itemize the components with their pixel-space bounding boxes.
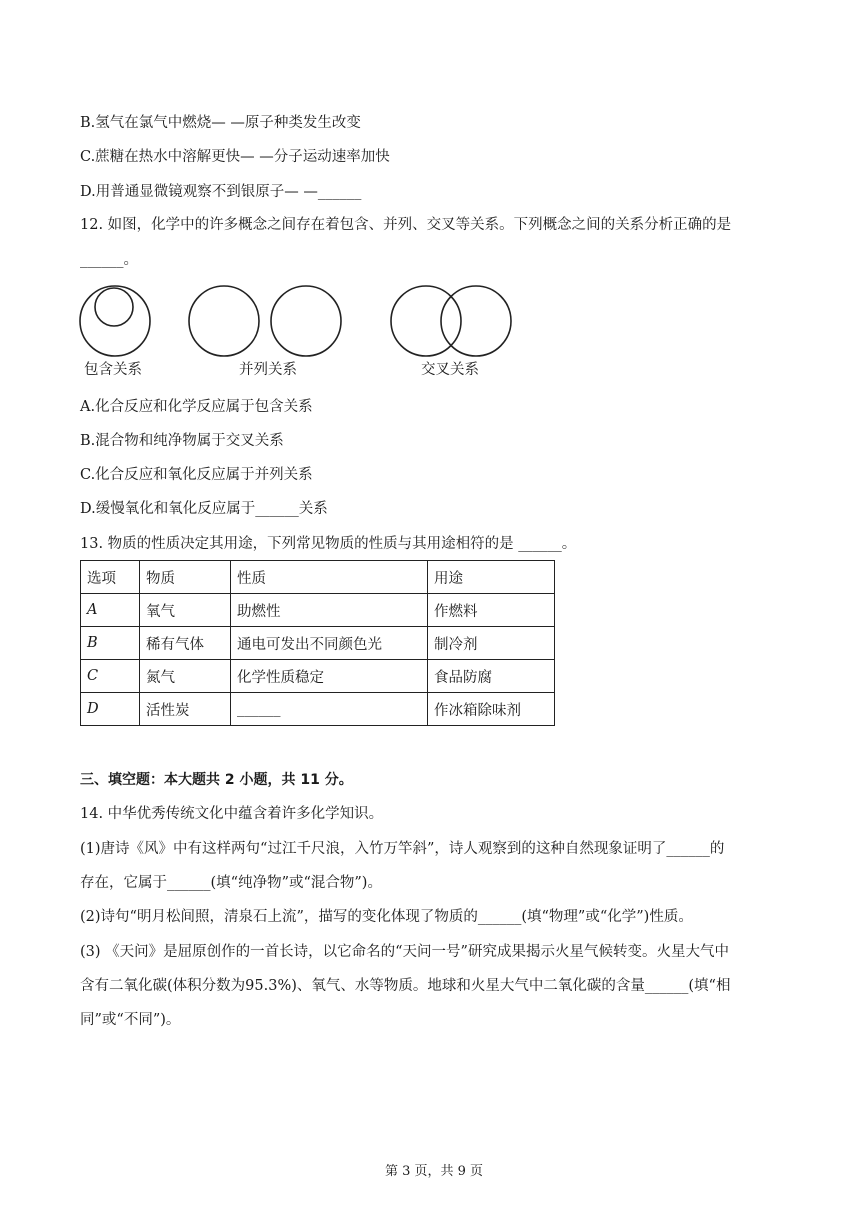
q11-option-d: D.用普通显微镜观察不到银原子— —______ xyxy=(80,184,362,200)
q12-stem-line1: 12. 如图，化学中的许多概念之间存在着包含、并列、交叉等关系。下列概念之间的关系分析正确的是 xyxy=(80,217,732,233)
header-option: 选项 xyxy=(81,561,140,594)
q14-part2: (2)诗句“明月松间照，清泉石上流”，描写的变化体现了物质的______(填“物理”或“化学”)性质。 xyxy=(80,909,693,925)
cell-substance: 活性炭 xyxy=(140,693,231,726)
property-table xyxy=(80,560,555,726)
table-header-row xyxy=(81,561,555,594)
cell-property: 通电可发出不同颜色光 xyxy=(231,627,428,660)
q11-option-c: C.蔗糖在热水中溶解更快— —分子运动速率加快 xyxy=(80,149,390,165)
header-use: 用途 xyxy=(428,561,555,594)
cell-substance: 稀有气体 xyxy=(140,627,231,660)
q14-stem: 14. 中华优秀传统文化中蕴含着许多化学知识。 xyxy=(80,806,384,822)
q12-stem-line2: ______。 xyxy=(80,252,138,268)
cell-option: D xyxy=(81,693,140,726)
cross-label: 交叉关系 xyxy=(421,362,479,378)
cell-option: C xyxy=(81,660,140,693)
cell-substance: 氮气 xyxy=(140,660,231,693)
cell-substance: 氧气 xyxy=(140,594,231,627)
parallel-right-circle xyxy=(271,286,341,356)
q11-option-b: B.氢气在氯气中燃烧— —原子种类发生改变 xyxy=(80,115,361,131)
relation-circles xyxy=(76,280,526,365)
q14-part3-line2: 含有二氧化碳(体积分数为95.3%)、氧气、水等物质。地球和火星大气中二氧化碳的含量______(填“相 xyxy=(80,978,731,994)
table-row xyxy=(81,693,555,726)
cell-use: 作冰箱除味剂 xyxy=(428,693,555,726)
q12-option-b: B.混合物和纯净物属于交叉关系 xyxy=(80,433,284,449)
cell-use: 作燃料 xyxy=(428,594,555,627)
q12-option-d: D.缓慢氧化和氧化反应属于______关系 xyxy=(80,501,328,517)
q14-part1-line2: 存在，它属于______(填“纯净物”或“混合物”)。 xyxy=(80,875,382,891)
cell-property: 化学性质稳定 xyxy=(231,660,428,693)
cell-use: 制冷剂 xyxy=(428,627,555,660)
q14-part3-line3: 同”或“不同”)。 xyxy=(80,1012,181,1028)
parallel-label: 并列关系 xyxy=(239,362,297,378)
table-row xyxy=(81,660,555,693)
cell-option: A xyxy=(81,594,140,627)
q14-part1-line1: (1)唐诗《风》中有这样两句“过江千尺浪，入竹万竿斜”，诗人观察到的这种自然现象证明了______的 xyxy=(80,841,725,857)
cross-right-circle xyxy=(441,286,511,356)
cell-property: 助燃性 xyxy=(231,594,428,627)
contain-inner-circle xyxy=(95,288,133,326)
cell-option: B xyxy=(81,627,140,660)
q12-option-c: C.化合反应和氧化反应属于并列关系 xyxy=(80,467,313,483)
section-title: 三、填空题：本大题共 2 小题，共 11 分。 xyxy=(80,772,353,788)
header-substance: 物质 xyxy=(140,561,231,594)
page-footer: 第 3 页，共 9 页 xyxy=(384,1164,484,1179)
contain-label: 包含关系 xyxy=(84,362,142,378)
header-property: 性质 xyxy=(231,561,428,594)
table-row xyxy=(81,627,555,660)
parallel-left-circle xyxy=(189,286,259,356)
q13-stem: 13. 物质的性质决定其用途，下列常见物质的性质与其用途相符的是 ______。 xyxy=(80,536,577,552)
q14-part3-line1: (3) 《天问》是屈原创作的一首长诗，以它命名的“天问一号”研究成果揭示火星气候转变。火星大气中 xyxy=(80,944,729,960)
cell-property: ______ xyxy=(231,693,428,726)
contain-outer-circle xyxy=(80,286,150,356)
cell-use: 食品防腐 xyxy=(428,660,555,693)
q12-option-a: A.化合反应和化学反应属于包含关系 xyxy=(80,399,313,415)
table-row xyxy=(81,594,555,627)
relation-diagram xyxy=(76,280,526,385)
